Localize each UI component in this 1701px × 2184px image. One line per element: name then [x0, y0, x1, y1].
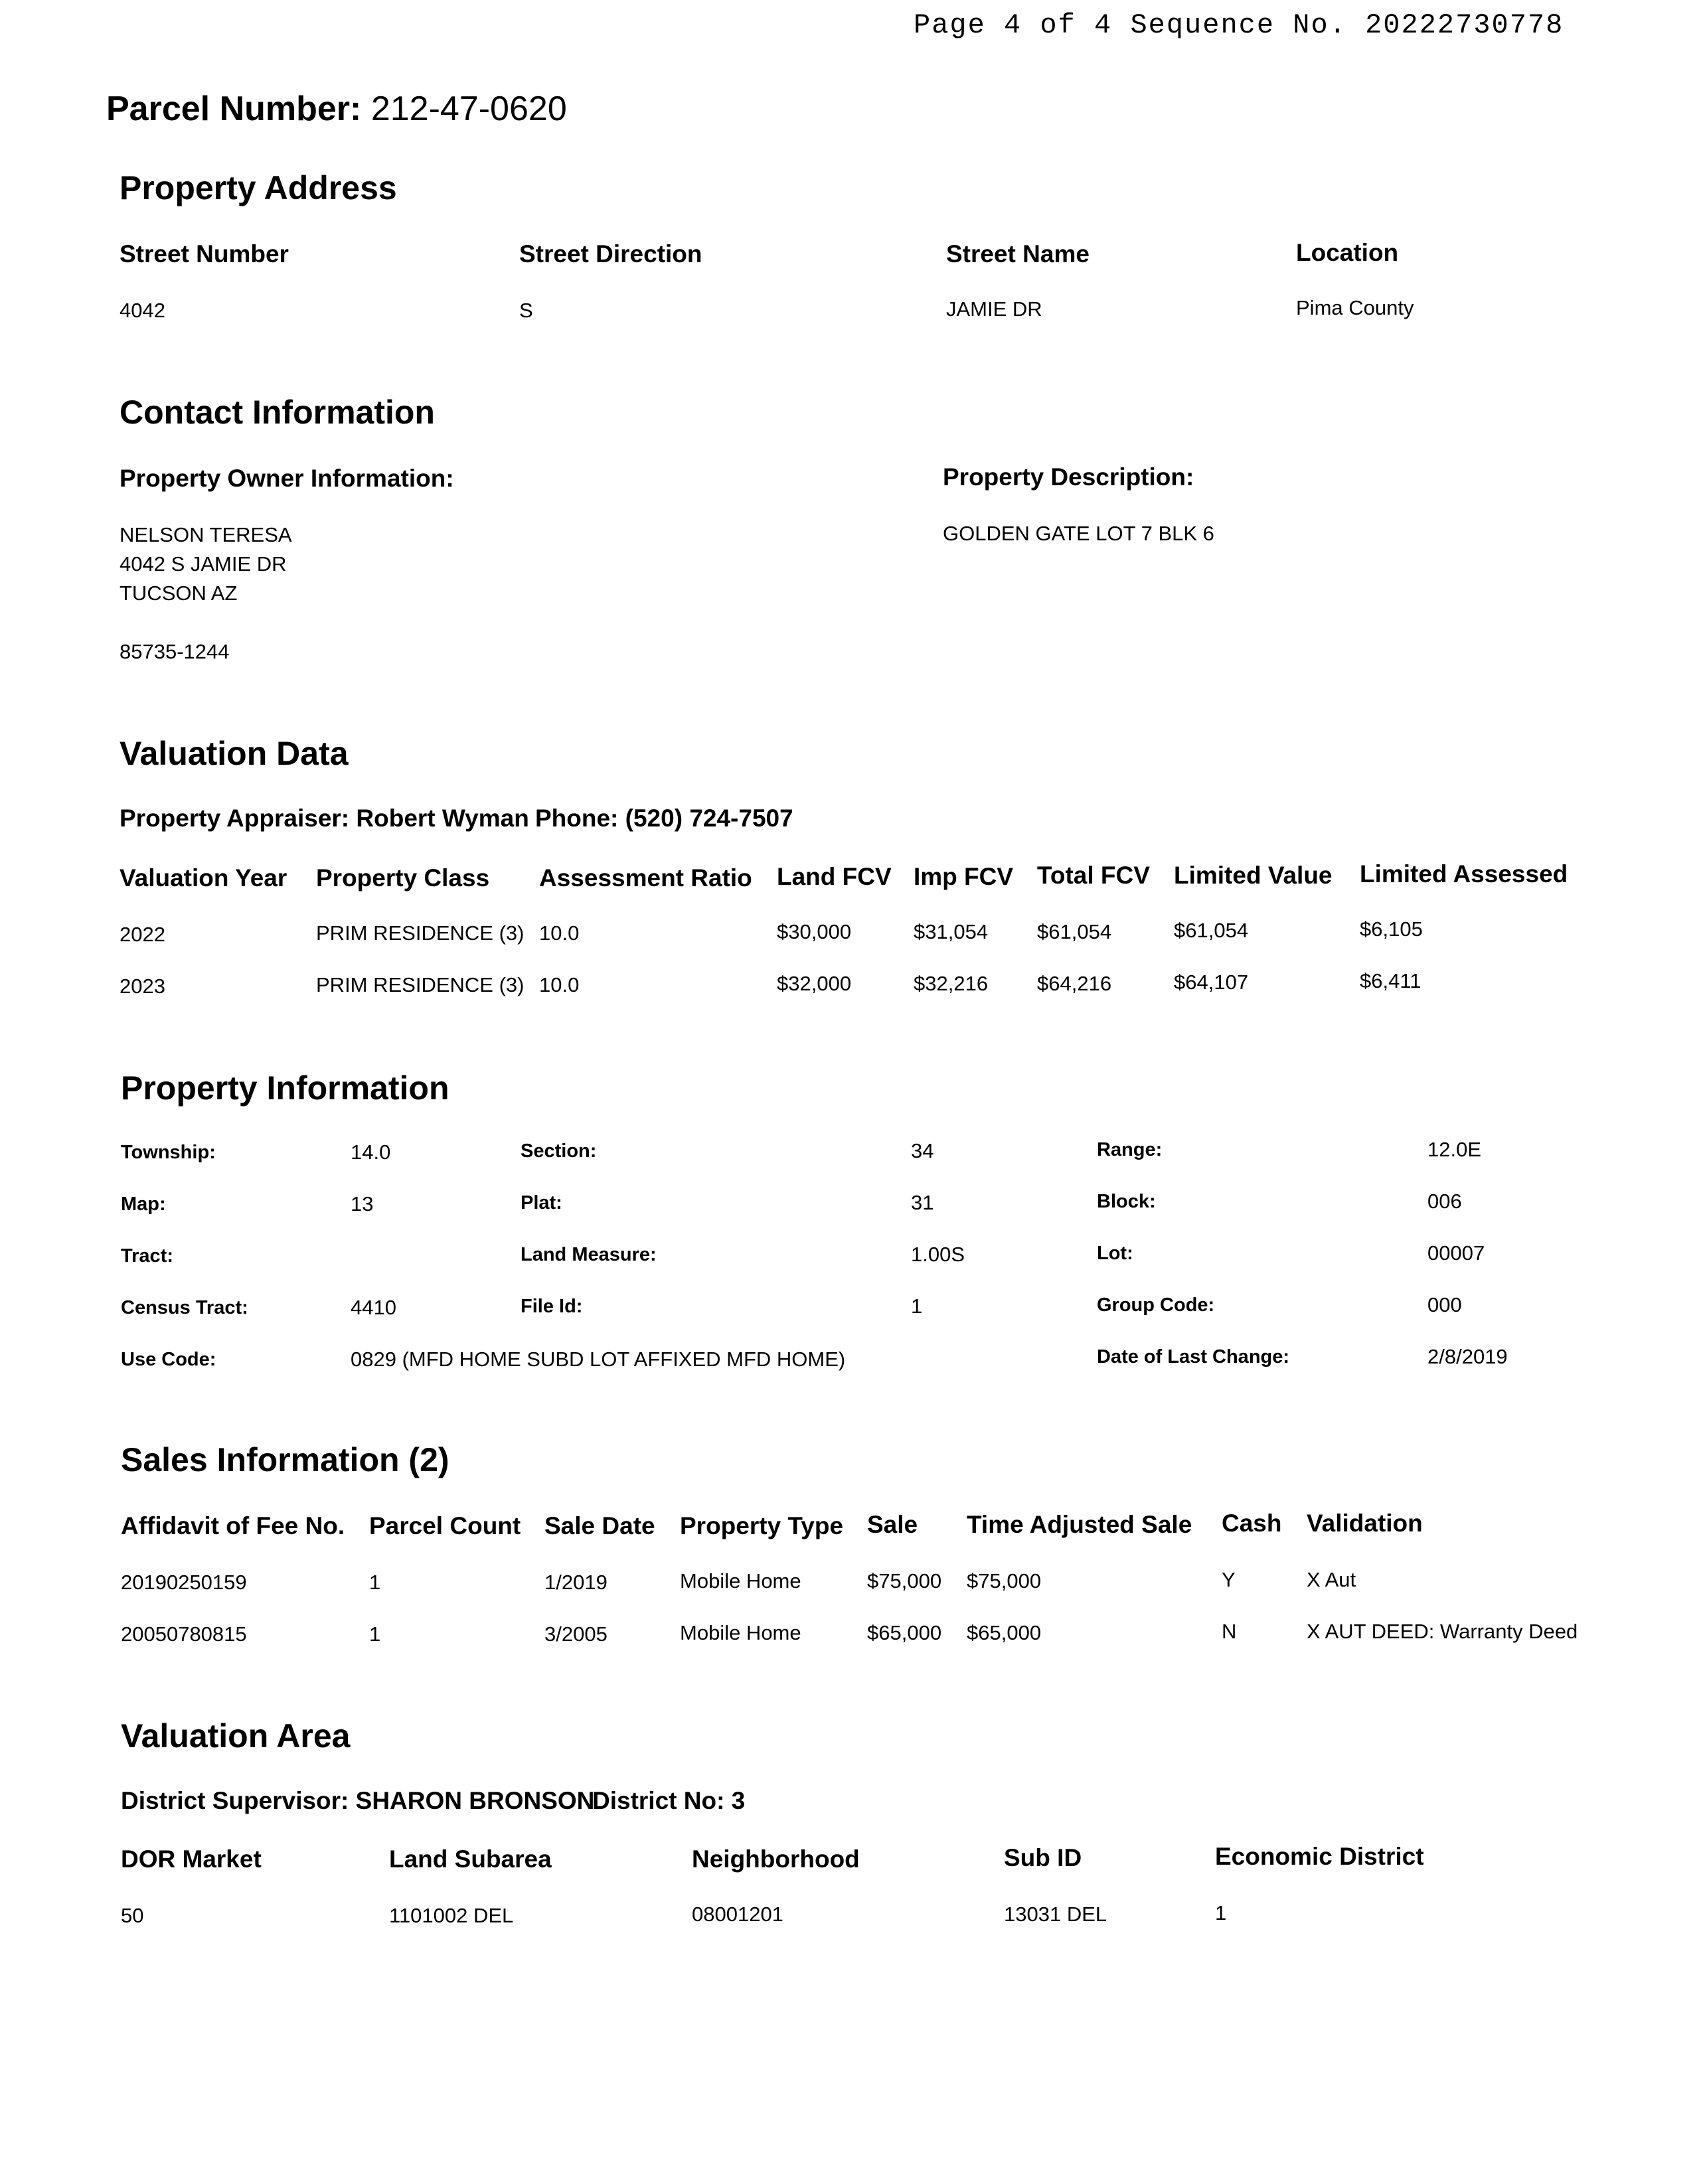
- lot-label: Lot:: [1097, 1243, 1133, 1264]
- area-dor-market: 50: [121, 1904, 144, 1927]
- tract-label: Tract:: [121, 1245, 173, 1267]
- lot-value: 00007: [1427, 1241, 1485, 1265]
- land-measure-value: 1.00S: [911, 1243, 965, 1266]
- district-number: District No: 3: [592, 1787, 746, 1814]
- valuation-header-class: Property Class: [316, 864, 490, 892]
- map-value: 13: [351, 1192, 374, 1215]
- section-value: 34: [911, 1139, 934, 1162]
- township-label: Township:: [121, 1142, 216, 1163]
- sales-header-validation: Validation: [1307, 1510, 1423, 1537]
- property-appraiser: Property Appraiser: Robert Wyman: [120, 805, 529, 832]
- sales-header-parcel-count: Parcel Count: [369, 1512, 521, 1539]
- valuation-header-imp-fcv: Imp FCV: [914, 863, 1014, 890]
- date-last-change-label: Date of Last Change:: [1097, 1346, 1290, 1367]
- valuation-row-2022-class: PRIM RESIDENCE (3): [316, 921, 525, 945]
- area-header-economic-district: Economic District: [1215, 1843, 1424, 1870]
- page-sequence-header: Page 4 of 4 Sequence No. 20222730778: [914, 9, 1564, 41]
- valuation-header-land-fcv: Land FCV: [777, 863, 892, 890]
- address-header-street-direction: Street Direction: [519, 240, 702, 268]
- valuation-row-2023-land-fcv: $32,000: [777, 972, 852, 995]
- sales-row-2-parcel-count: 1: [369, 1622, 381, 1646]
- sales-header-sale-date: Sale Date: [544, 1512, 655, 1539]
- area-economic-district: 1: [1215, 1901, 1227, 1924]
- valuation-header-total-fcv: Total FCV: [1037, 862, 1150, 889]
- valuation-header-limited-value: Limited Value: [1174, 862, 1333, 889]
- sales-header-property-type: Property Type: [680, 1512, 844, 1539]
- census-tract-value: 4410: [351, 1296, 396, 1319]
- appraiser-phone: Phone: (520) 724-7507: [535, 805, 793, 832]
- section-label: Section:: [521, 1140, 597, 1162]
- contact-information-title: Contact Information: [120, 394, 435, 431]
- valuation-header-limited-assessed: Limited Assessed: [1360, 860, 1568, 888]
- sales-row-1-affidavit: 20190250159: [121, 1571, 247, 1594]
- sales-row-1-cash: Y: [1222, 1568, 1236, 1591]
- sales-information-title: Sales Information (2): [121, 1441, 449, 1478]
- sales-row-2-validation: X AUT DEED: Warranty Deed: [1307, 1620, 1578, 1643]
- sales-header-sale: Sale: [867, 1511, 918, 1538]
- valuation-row-2022-limited-value: $61,054: [1174, 919, 1249, 942]
- address-street-direction: S: [519, 299, 533, 322]
- range-label: Range:: [1097, 1139, 1163, 1160]
- valuation-row-2022-year: 2022: [120, 923, 165, 946]
- valuation-row-2022-land-fcv: $30,000: [777, 920, 852, 943]
- sales-row-2-property-type: Mobile Home: [680, 1621, 801, 1644]
- parcel-number-label: Parcel Number:: [106, 90, 362, 128]
- use-code-value: 0829 (MFD HOME SUBD LOT AFFIXED MFD HOME): [351, 1348, 846, 1371]
- valuation-row-2022-total-fcv: $61,054: [1037, 920, 1112, 943]
- valuation-row-2023-limited-assessed: $6,411: [1360, 969, 1421, 992]
- sales-row-1-sale: $75,000: [867, 1569, 942, 1593]
- owner-street: 4042 S JAMIE DR: [120, 552, 287, 576]
- owner-city-state: TUCSON AZ: [120, 582, 238, 605]
- plat-label: Plat:: [521, 1192, 562, 1213]
- address-header-location: Location: [1296, 239, 1399, 266]
- sales-row-2-cash: N: [1222, 1620, 1237, 1643]
- valuation-header-year: Valuation Year: [120, 864, 287, 892]
- plat-value: 31: [911, 1191, 934, 1214]
- block-value: 006: [1427, 1190, 1462, 1213]
- date-last-change-value: 2/8/2019: [1427, 1345, 1508, 1368]
- valuation-row-2023-total-fcv: $64,216: [1037, 972, 1112, 995]
- range-value: 12.0E: [1427, 1138, 1482, 1161]
- valuation-header-ratio: Assessment Ratio: [539, 864, 752, 892]
- address-location: Pima County: [1296, 296, 1414, 319]
- valuation-row-2023-limited-value: $64,107: [1174, 971, 1249, 994]
- valuation-data-title: Valuation Data: [120, 735, 349, 772]
- sales-row-1-time-adjusted-sale: $75,000: [967, 1569, 1042, 1593]
- sales-row-1-parcel-count: 1: [369, 1571, 381, 1594]
- property-address-title: Property Address: [120, 169, 397, 206]
- area-header-neighborhood: Neighborhood: [692, 1845, 860, 1873]
- valuation-row-2023-year: 2023: [120, 975, 165, 998]
- sales-row-2-time-adjusted-sale: $65,000: [967, 1621, 1042, 1644]
- area-neighborhood: 08001201: [692, 1903, 783, 1926]
- census-tract-label: Census Tract:: [121, 1297, 248, 1318]
- use-code-label: Use Code:: [121, 1349, 216, 1370]
- area-sub-id: 13031 DEL: [1004, 1903, 1107, 1926]
- valuation-row-2022-imp-fcv: $31,054: [914, 920, 989, 943]
- block-label: Block:: [1097, 1191, 1156, 1212]
- area-land-subarea: 1101002 DEL: [389, 1904, 514, 1927]
- sales-row-1-validation: X Aut: [1307, 1568, 1356, 1591]
- sales-row-2-sale: $65,000: [867, 1621, 942, 1644]
- area-header-dor-market: DOR Market: [121, 1845, 262, 1873]
- parcel-number: [106, 89, 567, 129]
- group-code-label: Group Code:: [1097, 1294, 1215, 1316]
- owner-information-label: Property Owner Information:: [120, 465, 454, 492]
- file-id-label: File Id:: [521, 1296, 583, 1317]
- valuation-row-2022-limited-assessed: $6,105: [1360, 917, 1423, 941]
- valuation-row-2023-class: PRIM RESIDENCE (3): [316, 973, 525, 996]
- sales-header-cash: Cash: [1222, 1510, 1282, 1537]
- valuation-row-2023-imp-fcv: $32,216: [914, 972, 989, 995]
- sales-row-1-sale-date: 1/2019: [544, 1571, 608, 1594]
- district-supervisor: District Supervisor: SHARON BRONSON: [121, 1787, 595, 1814]
- property-description-value: GOLDEN GATE LOT 7 BLK 6: [943, 522, 1214, 545]
- parcel-number-value: 212-47-0620: [370, 90, 567, 128]
- area-header-land-subarea: Land Subarea: [389, 1845, 552, 1873]
- owner-zip: 85735-1244: [120, 640, 230, 663]
- address-header-street-name: Street Name: [946, 240, 1090, 268]
- sales-header-affidavit: Affidavit of Fee No.: [121, 1512, 345, 1539]
- township-value: 14.0: [351, 1140, 391, 1164]
- map-label: Map:: [121, 1194, 166, 1215]
- sales-row-1-property-type: Mobile Home: [680, 1569, 801, 1593]
- valuation-row-2023-ratio: 10.0: [539, 973, 580, 996]
- area-header-sub-id: Sub ID: [1004, 1844, 1082, 1871]
- sales-header-time-adjusted-sale: Time Adjusted Sale: [967, 1511, 1192, 1538]
- sales-row-2-sale-date: 3/2005: [544, 1622, 608, 1646]
- address-header-street-number: Street Number: [120, 240, 289, 268]
- property-description-label: Property Description:: [943, 463, 1194, 491]
- group-code-value: 000: [1427, 1293, 1462, 1316]
- file-id-value: 1: [911, 1294, 923, 1318]
- valuation-row-2022-ratio: 10.0: [539, 921, 580, 945]
- sales-row-2-affidavit: 20050780815: [121, 1622, 247, 1646]
- address-street-number: 4042: [120, 299, 165, 322]
- owner-name: NELSON TERESA: [120, 523, 292, 546]
- address-street-name: JAMIE DR: [946, 297, 1042, 321]
- property-information-title: Property Information: [121, 1069, 449, 1107]
- valuation-area-title: Valuation Area: [121, 1717, 351, 1755]
- land-measure-label: Land Measure:: [521, 1244, 657, 1265]
